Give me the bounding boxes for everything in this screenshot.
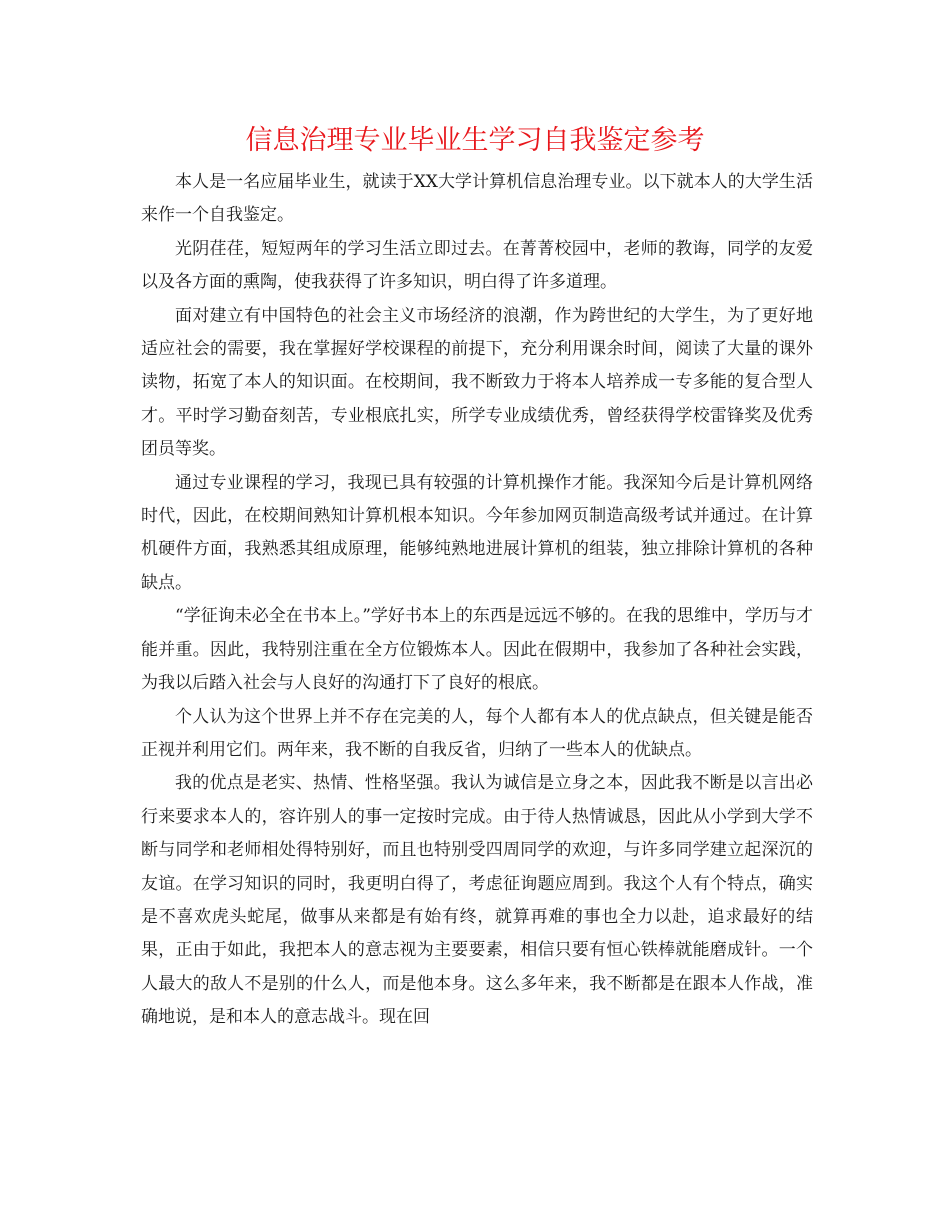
document-title: 信息治理专业毕业生学习自我鉴定参考	[245, 125, 705, 156]
document-body	[141, 166, 813, 1035]
paragraph-2: 光阴荏荏，短短两年的学习生活立即过去。在菁菁校园中，老师的教诲，同学的友爱以及各方面的熏陶，使我获得了许多知识，明白得了许多道理。	[141, 238, 813, 293]
paragraph-7: 我的优点是老实、热情、性格坚强。我认为诚信是立身之本，因此我不断是以言出必行来要求本人的，容许别人的事一定按时完成。由于待人热情诚恳，因此从小学到大学不断与同学和老师相处得特别好，而且也特别受四周同学的欢迎，与许多同学建立起深沉的友谊。在学习知识的同时，我更明白得了，考虑征询题应周到。我这个人有个特点，确实是不喜欢虎头蛇尾，做事从来都是有始有终，就算再难的事也全力以赴，追求最好的结果，正由于如此，我把本人的意志视为主要要素，相信只要有恒心铁棒就能磨成针。一个人最大的敌人不是别的什么人，而是他本身。这么多年来，我不断都是在跟本人作战，准确地说，是和本人的意志战斗。现在回	[141, 773, 813, 1028]
paragraph-6: 个人认为这个世界上并不存在完美的人，每个人都有本人的优点缺点，但关键是能否正视并利用它们。两年来，我不断的自我反省，归纳了一些本人的优缺点。	[141, 706, 813, 760]
paragraph-1: 本人是一名应届毕业生，就读于XX大学计算机信息治理专业。以下就本人的大学生活来作一个自我鉴定。	[141, 172, 813, 226]
paragraph-4: 通过专业课程的学习，我现已具有较强的计算机操作才能。我深知今后是计算机网络时代，因此，在校期间熟知计算机根本知识。今年参加网页制造高级考试并通过。在计算机硬件方面，我熟悉其组成原理，能够纯熟地进展计算机的组装，独立排除计算机的各种缺点。	[141, 472, 813, 593]
paragraph-5: “学征询未必全在书本上。”学好书本上的东西是远远不够的。在我的思维中，学历与才能并重。因此，我特别注重在全方位锻炼本人。因此在假期中，我参加了各种社会实践，为我以后踏入社会与人良好的沟通打下了良好的根底。	[141, 606, 813, 694]
paragraph-3: 面对建立有中国特色的社会主义市场经济的浪潮，作为跨世纪的大学生，为了更好地适应社会的需要，我在掌握好学校课程的前提下，充分利用课余时间，阅读了大量的课外读物，拓宽了本人的知识面。在校期间，我不断致力于将本人培养成一专多能的复合型人才。平时学习勤奋刻苦，专业根底扎实，所学专业成绩优秀，曾经获得学校雷锋奖及优秀团员等奖。	[141, 305, 813, 460]
